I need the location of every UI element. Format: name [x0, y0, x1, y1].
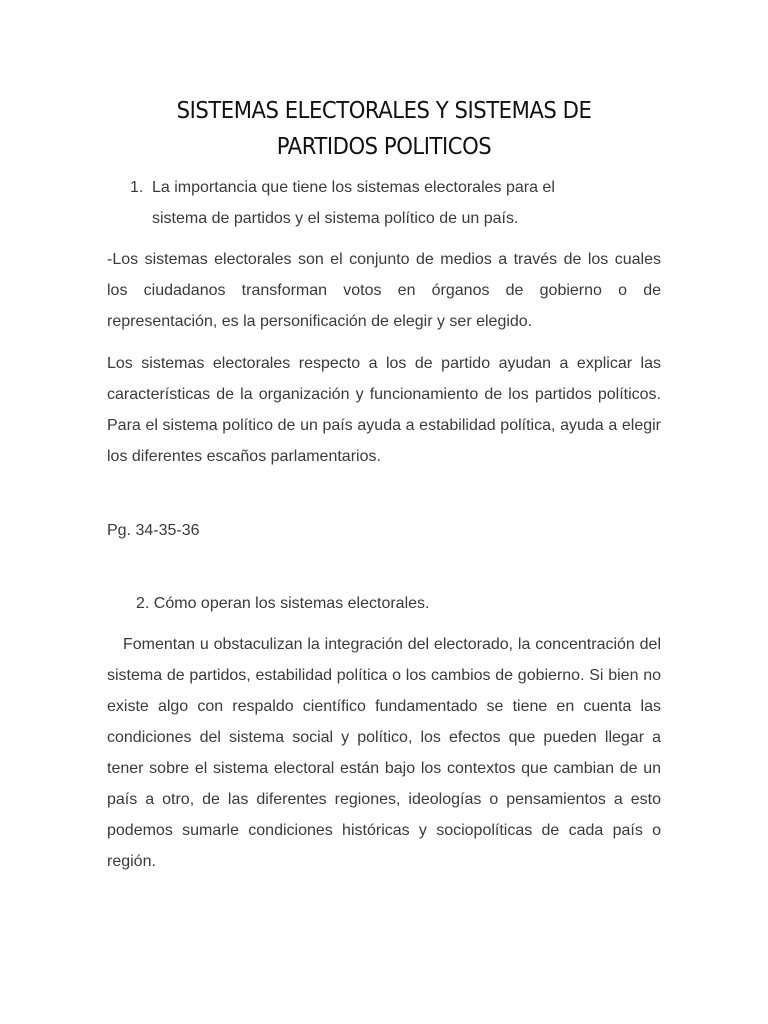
paragraph-operation: Fomentan u obstaculizan la integración del electorado, la concentración del sistema de partidos, estabilidad política o los cambios de gobierno. Si bien no existe algo con respaldo científico fundamentado se tiene en cuenta las condiciones del sistema social y político, los efectos que pueden llegar a tener sobre el sistema electoral están bajo los contextos que cambian de un país a otro, de las diferentes regiones, ideologías o pensamientos a esto podemos sumarle condiciones históricas y sociopolíticas de cada país o región. — [107, 636, 661, 870]
document-title — [123, 93, 646, 165]
paragraph-importance: Los sistemas electorales respecto a los de partido ayudan a explicar las características de la organización y funcionamiento de los partidos políticos. Para el sistema político de un país ayuda a estabilidad política, ayuda a elegir los diferentes escaños parlamentarios. — [107, 355, 661, 465]
question-1-text: La importancia que tiene los sistemas electorales para el sistema de partidos y el sistema político de un país. — [152, 179, 555, 227]
question-1-number: 1. — [130, 179, 144, 196]
question-2: 2. Cómo operan los sistemas electorales. — [136, 595, 430, 612]
paragraph-definition: -Los sistemas electorales son el conjunto de medios a través de los cuales los ciudadanos transforman votos en órganos de gobierno o de representación, es la personificación de elegir y ser elegido. — [107, 251, 661, 330]
title-line-1: SISTEMAS ELECTORALES Y SISTEMAS DE — [176, 98, 592, 124]
page-reference: Pg. 34-35-36 — [107, 522, 200, 539]
question-1 — [130, 172, 610, 234]
title-line-2: PARTIDOS POLITICOS — [276, 134, 492, 160]
